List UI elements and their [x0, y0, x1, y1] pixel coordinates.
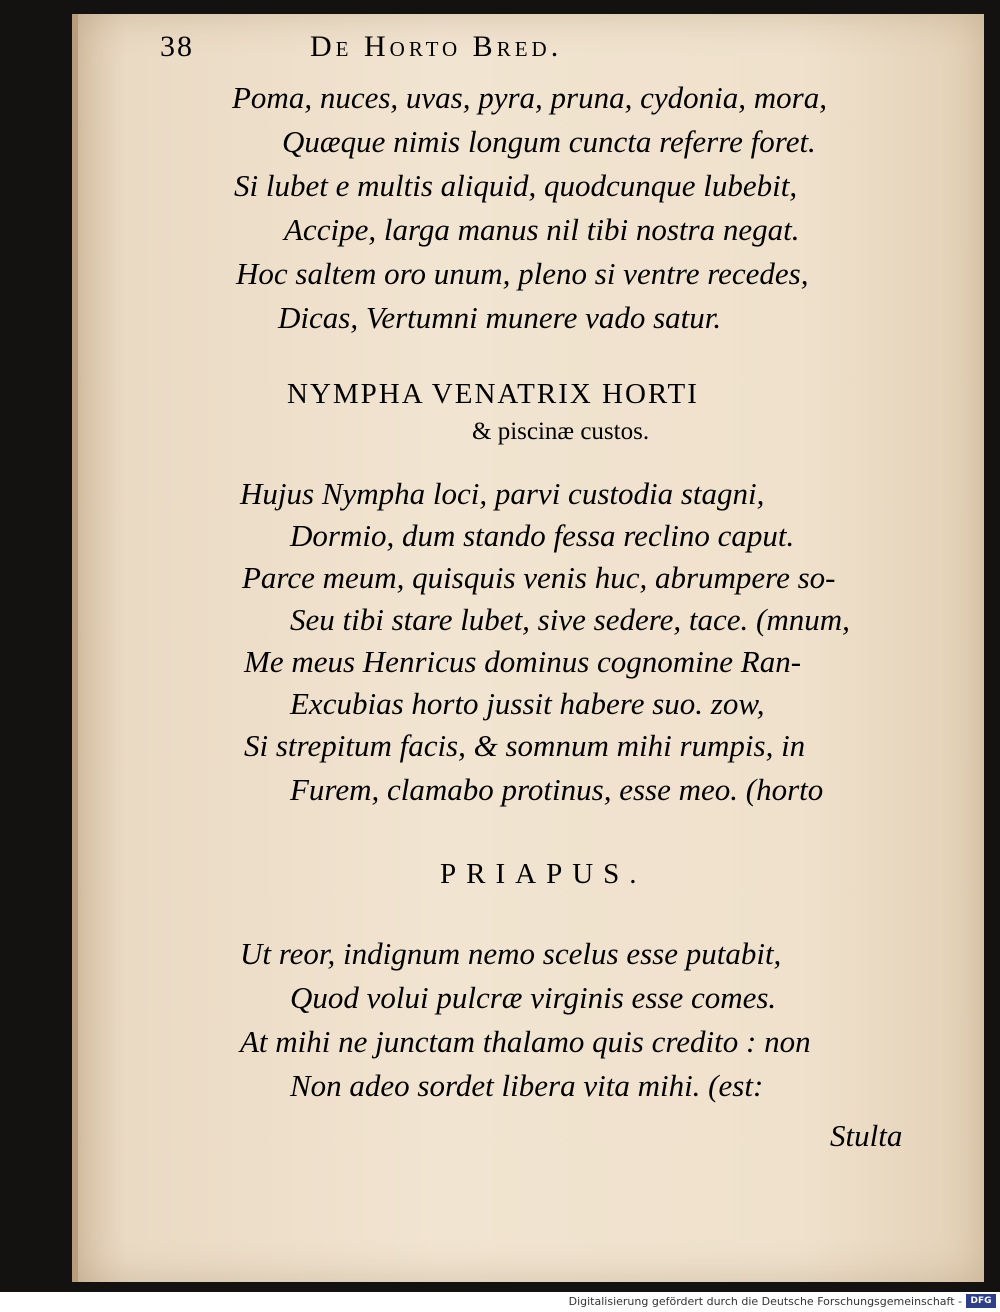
section-subheading: & piscinæ custos. [472, 418, 650, 445]
verse-line: Si lubet e multis aliquid, quodcunque lubebit, [234, 168, 798, 203]
verse-line: Poma, nuces, uvas, pyra, pruna, cydonia, mora, [232, 80, 827, 115]
verse-line: Excubias horto jussit habere suo. zow, [290, 686, 765, 721]
page-number: 38 [160, 30, 194, 63]
verse-line: Quæque nimis longum cuncta referre foret. [282, 124, 816, 159]
verse-line: Si strepitum facis, & somnum mihi rumpis, in [244, 728, 806, 763]
verse-line: Me meus Henricus dominus cognomine Ran- [244, 644, 802, 679]
verse-line: Accipe, larga manus nil tibi nostra negat. [284, 212, 800, 247]
verse-line: Furem, clamabo protinus, esse meo. (horto [290, 772, 824, 807]
verse-line: Dormio, dum stando fessa reclino caput. [290, 518, 795, 553]
verse-line: Ut reor, indignum nemo scelus esse putabit, [240, 936, 782, 971]
section-heading: PRIAPUS. [440, 858, 647, 890]
page-gutter-edge [72, 14, 78, 1282]
catchword: Stulta [830, 1118, 903, 1153]
running-title: De Horto Bred. [310, 30, 563, 63]
funding-credit: Digitalisierung gefördert durch die Deutsche Forschungsgemeinschaft - [568, 1295, 962, 1308]
footer-bar [0, 1292, 1000, 1312]
verse-line: Hoc saltem oro unum, pleno si ventre recedes, [236, 256, 809, 291]
dfg-logo: DFG [966, 1294, 996, 1308]
verse-line: Dicas, Vertumni munere vado satur. [278, 300, 722, 335]
verse-line: Quod volui pulcræ virginis esse comes. [290, 980, 777, 1015]
verse-line: Parce meum, quisquis venis huc, abrumpere so- [242, 560, 836, 595]
verse-line: At mihi ne junctam thalamo quis credito : non [240, 1024, 811, 1059]
section-heading: NYMPHA VENATRIX HORTI [287, 378, 699, 410]
verse-line: Non adeo sordet libera vita mihi. (est: [290, 1068, 764, 1103]
verse-line: Hujus Nympha loci, parvi custodia stagni, [240, 476, 765, 511]
verse-line: Seu tibi stare lubet, sive sedere, tace. (mnum, [290, 602, 850, 637]
